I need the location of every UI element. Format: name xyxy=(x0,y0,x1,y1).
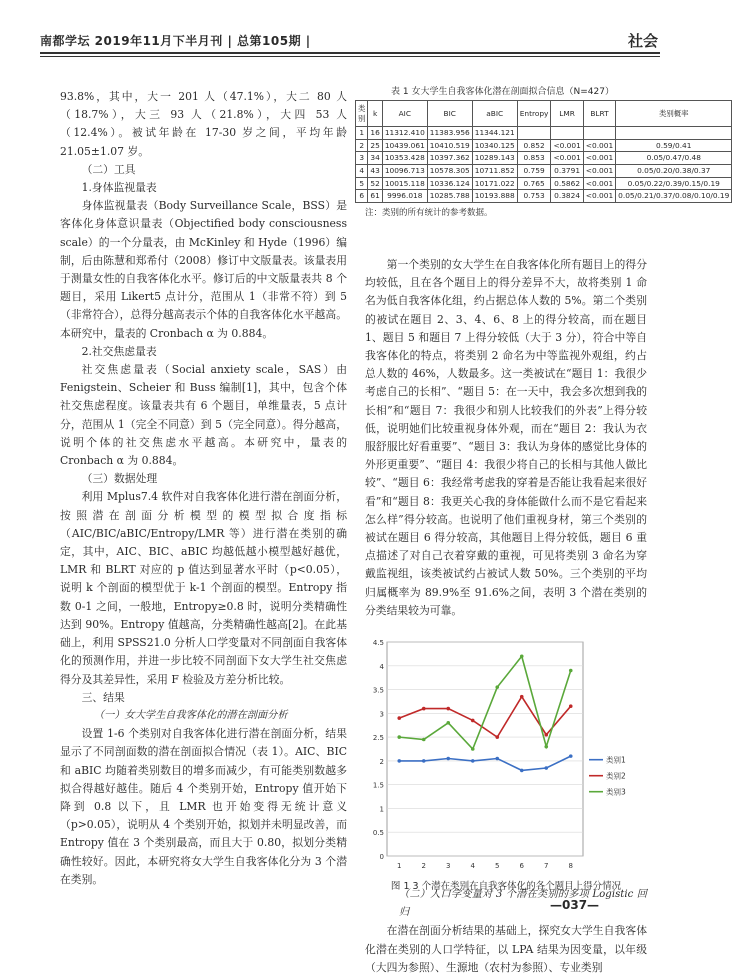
data-point xyxy=(397,716,401,720)
table-cell xyxy=(551,127,583,140)
table-cell: 9996.018 xyxy=(382,190,427,203)
right-column-continued xyxy=(365,886,647,977)
table-cell: 3 xyxy=(356,152,368,165)
table-cell: 0.05/0.21/0.37/0.08/0.10/0.19 xyxy=(616,190,732,203)
figure-caption: 图 1 3 个潜在类别在自我客体化的各个题目上得分情况 xyxy=(390,881,622,892)
data-point xyxy=(544,733,548,737)
journal-title: 南都学坛 2019年11月下半月刊 | 总第105期 | xyxy=(40,34,311,48)
data-point xyxy=(495,757,499,761)
table-row xyxy=(356,152,732,165)
table-cell: 1 xyxy=(356,127,368,140)
table-cell: 0.852 xyxy=(517,139,551,152)
table-cell: 10171.022 xyxy=(472,177,517,190)
section-heading: 1.身体监视量表 xyxy=(81,181,157,195)
section-label: 社会 xyxy=(627,32,658,50)
table-cell: 11383.956 xyxy=(427,127,472,140)
table-row xyxy=(356,177,732,190)
y-tick-label: 4 xyxy=(379,662,384,671)
right-column xyxy=(365,256,647,620)
fit-table-block xyxy=(355,84,730,218)
table-header-cell: BLRT xyxy=(583,101,615,127)
section-heading: 三、结果 xyxy=(81,690,125,704)
line-chart xyxy=(365,632,641,876)
y-tick-label: 0.5 xyxy=(372,829,384,838)
x-tick-label: 1 xyxy=(397,862,402,870)
table-header-cell: k xyxy=(368,101,382,127)
table-row xyxy=(356,127,732,140)
table-cell xyxy=(616,127,732,140)
table-cell: 11312.410 xyxy=(382,127,427,140)
table-cell: 0.759 xyxy=(517,164,551,177)
table-cell: 25 xyxy=(368,139,382,152)
section-heading: 93.8%，其中，大一 201 人（47.1%），大二 80 人（18.7%），大三 93 人（21.8%），大四 53 人（12.4%）。被试年龄在 17-30 岁之间，平均年龄 21.05±1.07 岁。 xyxy=(60,90,347,158)
table-cell: 0.3791 xyxy=(551,164,583,177)
figure-1 xyxy=(365,632,641,876)
table-cell: 16 xyxy=(368,127,382,140)
data-point xyxy=(471,719,475,723)
table-cell: 0.05/0.47/0.48 xyxy=(616,152,732,165)
y-tick-label: 1.5 xyxy=(372,781,384,790)
y-tick-label: 3.5 xyxy=(372,686,384,695)
legend-label: 类别1 xyxy=(606,755,626,765)
plot-area xyxy=(387,642,583,856)
legend-label: 类别2 xyxy=(606,771,626,781)
body-paragraph: 身体监视量表（Body Surveillance Scale，BSS）是客体化身体意识量表（Objectified body consciousness scale）的一个分量表，由 McKinley 和 Hyde（1996）编制，后由陈慧和郑希付（2008）修订中文版量表。该量表用于测量女性的自我客体化水平。修订后的中文版量表共 8 个题目，采用 Likert5 点计分，范围从 1（非常不符）到 5（非常符合），总得分越高表示个体的自我客体化水平越高。本研究中，量表的 Cronbach α 为 0.884。 xyxy=(60,199,347,340)
table-cell: <0.001 xyxy=(551,139,583,152)
table-cell: 0.765 xyxy=(517,177,551,190)
table-cell: <0.001 xyxy=(583,139,615,152)
data-point xyxy=(446,721,450,725)
data-point xyxy=(569,704,573,708)
data-point xyxy=(422,738,426,742)
table-cell: <0.001 xyxy=(551,152,583,165)
section-heading: 2.社交焦虑量表 xyxy=(81,344,157,358)
data-point xyxy=(520,654,524,658)
table-header-cell: LMR xyxy=(551,101,583,127)
body-paragraph: 在潜在剖面分析结果的基础上，探究女大学生自我客体化潜在类别的人口学特征，以 LPA 结果为因变量，以年级（大四为参照）、生源地（农村为参照）、专业类别 xyxy=(365,924,647,974)
table-cell: 0.05/0.20/0.38/0.37 xyxy=(616,164,732,177)
table-cell: 0.3824 xyxy=(551,190,583,203)
data-point xyxy=(495,685,499,689)
table-header-cell: AIC xyxy=(382,101,427,127)
table-caption: 表 1 女大学生自我客体化潜在剖面拟合信息（N=427） xyxy=(391,87,614,97)
table-cell: 34 xyxy=(368,152,382,165)
body-paragraph: 设置 1-6 个类别对自我客体化进行潜在剖面分析，结果显示了不同剖面数的潜在剖面拟合情况（表 1）。AIC、BIC 和 aBIC 均随着类别数目的增多而减少，有可能类别数越多拟合得越好越佳。随后 4 个类别开始，Entropy 值开始下降到 0.8 以下，且 LMR 也开始变得无统计意义（p>0.05），说明从 4 个类别开始，拟划并未明显改善，而 Entropy 值在 3 个类别最高，而且大于 0.80，拟划分类精确性较好。因此，本研究将女大学生自我客体化分为 3 个潜在类别。 xyxy=(60,727,347,886)
table-header-cell: 类别概率 xyxy=(616,101,732,127)
table-body xyxy=(356,127,732,203)
header-rule xyxy=(40,52,660,54)
table-header-cell: BIC xyxy=(427,101,472,127)
subsection-title: （一）女大学生自我客体化的潜在剖面分析 xyxy=(94,709,288,721)
data-point xyxy=(520,769,524,773)
table-cell: 10578.305 xyxy=(427,164,472,177)
table-cell: 10410.519 xyxy=(427,139,472,152)
y-tick-label: 2.5 xyxy=(372,734,384,743)
data-point xyxy=(544,766,548,770)
table-cell: 11344.121 xyxy=(472,127,517,140)
table-cell: 0.5862 xyxy=(551,177,583,190)
table-cell: 0.59/0.41 xyxy=(616,139,732,152)
fit-table xyxy=(355,100,732,203)
table-cell: 52 xyxy=(368,177,382,190)
table-cell: 43 xyxy=(368,164,382,177)
table-cell: 10285.788 xyxy=(427,190,472,203)
data-point xyxy=(422,707,426,711)
table-header-cell: 类别 xyxy=(356,101,368,127)
table-cell: <0.001 xyxy=(583,190,615,203)
table-cell: 10711.852 xyxy=(472,164,517,177)
data-point xyxy=(520,695,524,699)
table-cell: 10340.125 xyxy=(472,139,517,152)
table-cell: <0.001 xyxy=(583,177,615,190)
table-row xyxy=(356,164,732,177)
table-note: 注：类别的所有统计的参考数据。 xyxy=(365,207,493,218)
section-heading: （三）数据处理 xyxy=(81,472,158,486)
data-point xyxy=(397,735,401,739)
table-cell: 4 xyxy=(356,164,368,177)
data-point xyxy=(569,754,573,758)
data-point xyxy=(544,745,548,749)
table-cell: 2 xyxy=(356,139,368,152)
table-cell: 10353.428 xyxy=(382,152,427,165)
page-number: —037— xyxy=(550,898,600,912)
data-point xyxy=(495,735,499,739)
table-header-row xyxy=(356,101,732,127)
table-cell: 0.853 xyxy=(517,152,551,165)
table-cell: 5 xyxy=(356,177,368,190)
table-cell: 10015.118 xyxy=(382,177,427,190)
x-tick-label: 7 xyxy=(544,862,549,870)
table-header-cell: Entropy xyxy=(517,101,551,127)
table-cell: 10289.143 xyxy=(472,152,517,165)
left-column xyxy=(60,88,347,889)
table-cell: 0.753 xyxy=(517,190,551,203)
table-cell: 61 xyxy=(368,190,382,203)
x-tick-label: 3 xyxy=(446,862,451,870)
y-tick-label: 1 xyxy=(379,805,384,814)
table-cell xyxy=(583,127,615,140)
data-point xyxy=(471,747,475,751)
section-heading: （二）工具 xyxy=(81,162,136,176)
table-cell: 10439.061 xyxy=(382,139,427,152)
table-header-cell: aBIC xyxy=(472,101,517,127)
y-tick-label: 0 xyxy=(379,853,384,861)
y-tick-label: 2 xyxy=(379,757,384,766)
x-tick-label: 8 xyxy=(568,862,573,870)
data-point xyxy=(446,757,450,761)
x-tick-label: 2 xyxy=(421,862,426,870)
table-row xyxy=(356,139,732,152)
legend-label: 类别3 xyxy=(606,787,626,797)
x-tick-label: 6 xyxy=(519,862,524,870)
y-tick-label: 3 xyxy=(379,710,384,719)
y-tick-label: 4.5 xyxy=(372,639,384,647)
table-cell: 10397.362 xyxy=(427,152,472,165)
x-tick-label: 5 xyxy=(495,862,500,870)
body-paragraph: 第一个类别的女大学生在自我客体化所有题目上的得分均较低，且在各个题目上的得分差异不大，故将类别 1 命名为低自我客体化组，约占据总体人数的 5%。第二个类别的被试在题目 2、3、4、6、8 上的得分较高，而在题目 1、题目 5 和题目 7 上得分较低（大于 3 分），符合中等自我客体化的特点，将类别 2 命名为中等监视外观组，约占总人数的 46%，人数最多。这一类被试在“题目 1：我很少考虑自己的长相”、“题目 5：在一天中，我会多次想到我的长相”和“题目 7：我很少和别人比较我们的外表”上得分较低，说明她们比较重视身体外观，而在“题目 2：我认为衣服舒服比好看重要”、“题目 3：我认为身体的感觉比身体的外形更重要”、“题目 4：我很少将自己的长相与其他人做比较”、“题目 6：我经常考虑我的穿着是否能让我看起来很好看”和“题目 8：我更关心我的身体能做什么而不是它看起来怎么样”得分较高。也说明了他们重视身材，第三个类别的被试在题目 6 得分较高，其他题目上得分较低，题目 6 重点描述了对自己衣着穿戴的重视，可见将类别 3 命名为穿戴监视组，该类被试约占被试人数 50%。三个类别的平均归属概率为 89.9%至 91.6%之间，表明 3 个潜在类别的分类结果较为可靠。 xyxy=(365,258,647,617)
table-cell: <0.001 xyxy=(583,164,615,177)
body-paragraph: 利用 Mplus7.4 软件对自我客体化进行潜在剖面分析，按照潜在剖面分析模型的模型拟合度指标（AIC/BIC/aBIC/Entropy/LMR 等）进行潜在类别的确定，其中，AIC、BIC、aBIC 均越低越小模型越好越优，LMR 和 BLRT 对应的 p 值达到显著水平时（p<0.05），说明 k 个剖面的模型优于 k-1 个剖面的模型。Entropy 指数 0-1 之间，一般地，Entropy≥0.8 时，说明分类精确性达到 90%。Entropy 值越高，分类精确性越高[2]。在此基础上，利用 SPSS21.0 分析人口学变量对不同剖面自我客体化的预测作用，并进一步比较不同剖面下女大学生社交焦虑得分及其差异性，采用 F 检验及方差分析比较。 xyxy=(60,490,347,686)
x-tick-label: 4 xyxy=(470,862,475,870)
page-header xyxy=(40,30,660,62)
header-rule-thin xyxy=(40,56,660,57)
table-cell: 10336.124 xyxy=(427,177,472,190)
table-cell: <0.001 xyxy=(583,152,615,165)
subsection-title: （二）人口学变量对 3 个潜在类别的多项 Logistic 回归 xyxy=(399,889,647,919)
table-cell: 0.05/0.22/0.39/0.15/0.19 xyxy=(616,177,732,190)
body-paragraph: 社交焦虑量表（Social anxiety scale，SAS）由 Fenigstein、Scheier 和 Buss 编制[1]，其中，包含个体社交焦虑程度。该量表共有 6 个题目，单维量表，5 点计分，范围从 1（完全不同意）到 5（完全同意）。得分越高，说明个体的社交焦虑水平越高。本研究中，量表的 Cronbach α 为 0.884。 xyxy=(60,363,347,468)
table-row xyxy=(356,190,732,203)
table-cell: 10193.888 xyxy=(472,190,517,203)
data-point xyxy=(471,759,475,763)
data-point xyxy=(422,759,426,763)
table-cell: 6 xyxy=(356,190,368,203)
table-cell xyxy=(517,127,551,140)
data-point xyxy=(397,759,401,763)
data-point xyxy=(446,707,450,711)
data-point xyxy=(569,669,573,673)
table-cell: 10096.713 xyxy=(382,164,427,177)
